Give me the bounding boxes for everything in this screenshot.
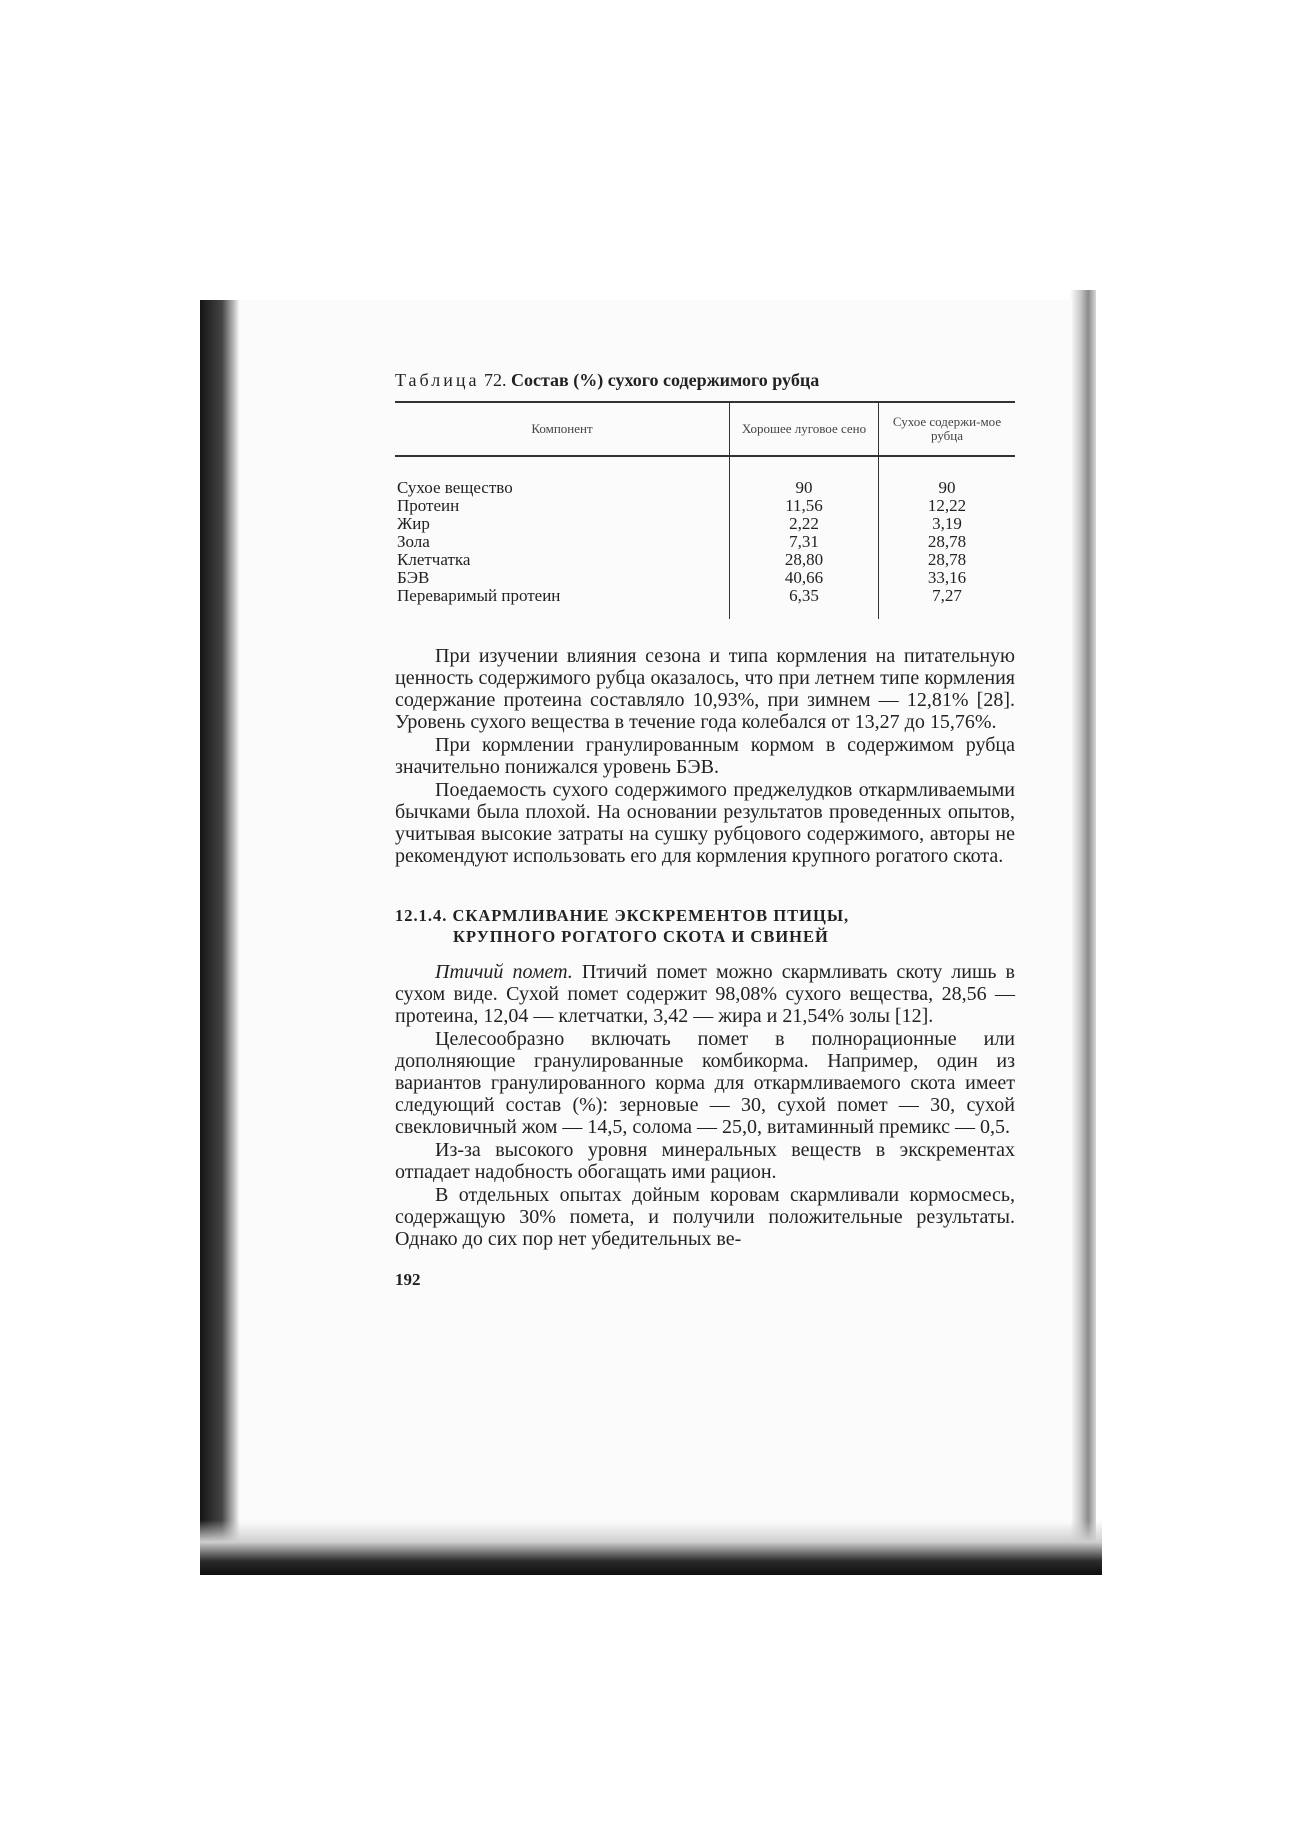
body-paragraph: Поедаемость сухого содержимого преджелудков откармливаемыми бычками была плохой. На основании результатов проведенных опытов, учитывая высокие затраты на сушку рубцового содержимого, авторы не рекомендуют использовать его для кормления крупного рогатого скота. (395, 779, 1015, 867)
row-hay-value: 7,31 (730, 533, 879, 551)
column-header-hay: Хорошее луговое сено (730, 402, 879, 456)
table-spacer (395, 456, 1015, 479)
row-hay-value: 40,66 (730, 569, 879, 587)
scan-shadow-left (200, 300, 240, 1570)
row-hay-value: 6,35 (730, 587, 879, 605)
row-component: Жир (397, 514, 430, 533)
row-rumen-value: 28,78 (927, 532, 967, 551)
table-caption-title: Состав (%) сухого содержимого рубца (510, 370, 820, 390)
body-paragraph (395, 961, 1015, 1027)
composition-table (395, 401, 1015, 619)
page-number: 192 (395, 1270, 421, 1289)
row-component: Переваримый протеин (397, 586, 561, 605)
section-12-1-4 (395, 905, 1015, 1250)
body-paragraph: При кормлении гранулированным кормом в содержимом рубца значительно понижался уровень БЭВ. (395, 734, 1015, 778)
table-row (395, 569, 1015, 587)
row-hay-value: 2,22 (730, 515, 879, 533)
row-hay-value: 11,56 (730, 497, 879, 515)
scan-shadow-bottom (200, 1520, 1102, 1575)
body-paragraph: При изучении влияния сезона и типа кормления на питательную ценность содержимого рубца оказалось, что при летнем типе кормления содержание протеина составляло 10,93%, при зимнем — 12,81% [28]. Уровень сухого вещества в течение года колебался от 13,27 до 15,76%. (395, 645, 1015, 733)
table-header-row (395, 402, 1015, 456)
row-hay-value: 90 (730, 479, 879, 497)
paragraph-lead-text: Птичий помет можно скармливать скоту лишь в сухом виде. Сухой помет содержит 98,08% сухого вещества, 28,56 — протеина, 12,04 — клетчатки, 3,42 — жира и 21,54% золы [12]. (395, 961, 1016, 1027)
row-component: БЭВ (397, 568, 430, 587)
paragraph-lead-italic: Птичий помет. (435, 961, 573, 983)
body-paragraph: Целесообразно включать помет в полнорационные или дополняющие гранулированные комбикорма. Например, один из вариантов гранулированного корма для откармливаемого скота имеет следующий состав (%): зерновые — 30, сухой помет — 30, сухой свекловичный жом — 14,5, солома — 25,0, витаминный премикс — 0,5. (395, 1028, 1015, 1138)
book-page (240, 300, 1072, 1522)
table-caption (395, 370, 1015, 391)
table-spacer (395, 605, 1015, 619)
row-rumen-value: 7,27 (932, 586, 962, 605)
table-caption-number: 72. (483, 370, 507, 390)
section-heading-line1: 12.1.4. СКАРМЛИВАНИЕ ЭКСКРЕМЕНТОВ ПТИЦЫ, (395, 906, 850, 925)
section-heading (395, 905, 1015, 947)
row-component: Зола (397, 532, 430, 551)
table-row (395, 515, 1015, 533)
row-rumen-value: 12,22 (927, 496, 967, 515)
table-row (395, 497, 1015, 515)
body-paragraph: В отдельных опытах дойным коровам скармливали кормосмесь, содержащую 30% помета, и получили положительные результаты. Однако до сих пор нет убедительных ве- (395, 1184, 1015, 1250)
row-hay-value: 28,80 (730, 551, 879, 569)
table-row (395, 533, 1015, 551)
row-rumen-value: 33,16 (927, 568, 967, 587)
section-heading-line2: КРУПНОГО РОГАТОГО СКОТА И СВИНЕЙ (453, 927, 829, 946)
table-row (395, 551, 1015, 569)
row-component: Клетчатка (397, 550, 471, 569)
column-header-rumen: Сухое содержи-мое рубца (879, 402, 1016, 456)
table-row (395, 479, 1015, 497)
row-component: Сухое вещество (397, 478, 513, 497)
scan-shadow-right (1070, 290, 1096, 1550)
row-component: Протеин (397, 496, 460, 515)
table-row (395, 587, 1015, 605)
table-caption-prefix: Таблица (395, 370, 480, 390)
column-header-component: Компонент (395, 402, 730, 456)
page-content (395, 370, 1015, 1290)
row-rumen-value: 28,78 (927, 550, 967, 569)
body-paragraph: Из-за высокого уровня минеральных веществ в экскрементах отпадает надобность обогащать ими рацион. (395, 1139, 1015, 1183)
row-rumen-value: 90 (938, 478, 956, 497)
row-rumen-value: 3,19 (932, 514, 962, 533)
